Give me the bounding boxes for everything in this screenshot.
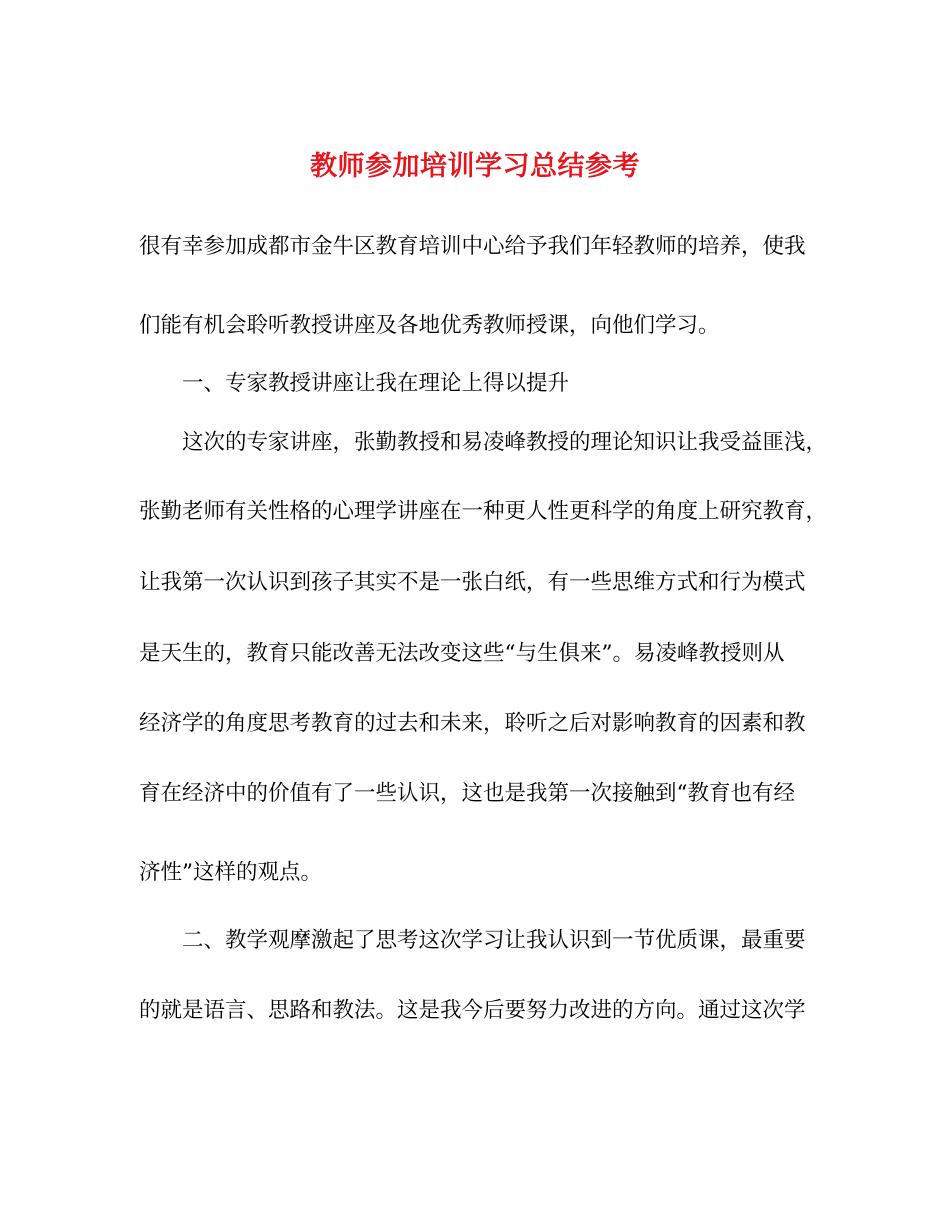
- text-line: 张勤老师有关性格的心理学讲座在一种更人性更科学的角度上研究教育，: [139, 499, 828, 524]
- text-line: 经济学的角度思考教育的过去和未来，聆听之后对影响教育的因素和教: [139, 711, 806, 736]
- text-line: 很有幸参加成都市金牛区教育培训中心给予我们年轻教师的培养，使我: [139, 234, 806, 259]
- text-line: 这次的专家讲座，张勤教授和易凌峰教授的理论知识让我受益匪浅，: [182, 430, 828, 455]
- text-line: 让我第一次认识到孩子其实不是一张白纸，有一些思维方式和行为模式: [139, 570, 806, 595]
- document-title: 教师参加培训学习总结参考: [310, 151, 640, 182]
- section-heading: 二、教学观摩激起了思考这次学习让我认识到一节优质课，最重要: [182, 928, 806, 953]
- section-heading: 一、专家教授讲座让我在理论上得以提升: [182, 371, 570, 396]
- text-line: 济性”这样的观点。: [139, 860, 322, 885]
- text-line: 是天生的，教育只能改善无法改变这些“与生俱来”。易凌峰教授则从: [139, 641, 785, 666]
- text-line: 们能有机会聆听教授讲座及各地优秀教师授课，向他们学习。: [139, 313, 720, 338]
- text-line: 的就是语言、思路和教法。这是我今后要努力改进的方向。通过这次学: [139, 998, 806, 1023]
- text-line: 育在经济中的价值有了一些认识，这也是我第一次接触到“教育也有经: [139, 781, 795, 806]
